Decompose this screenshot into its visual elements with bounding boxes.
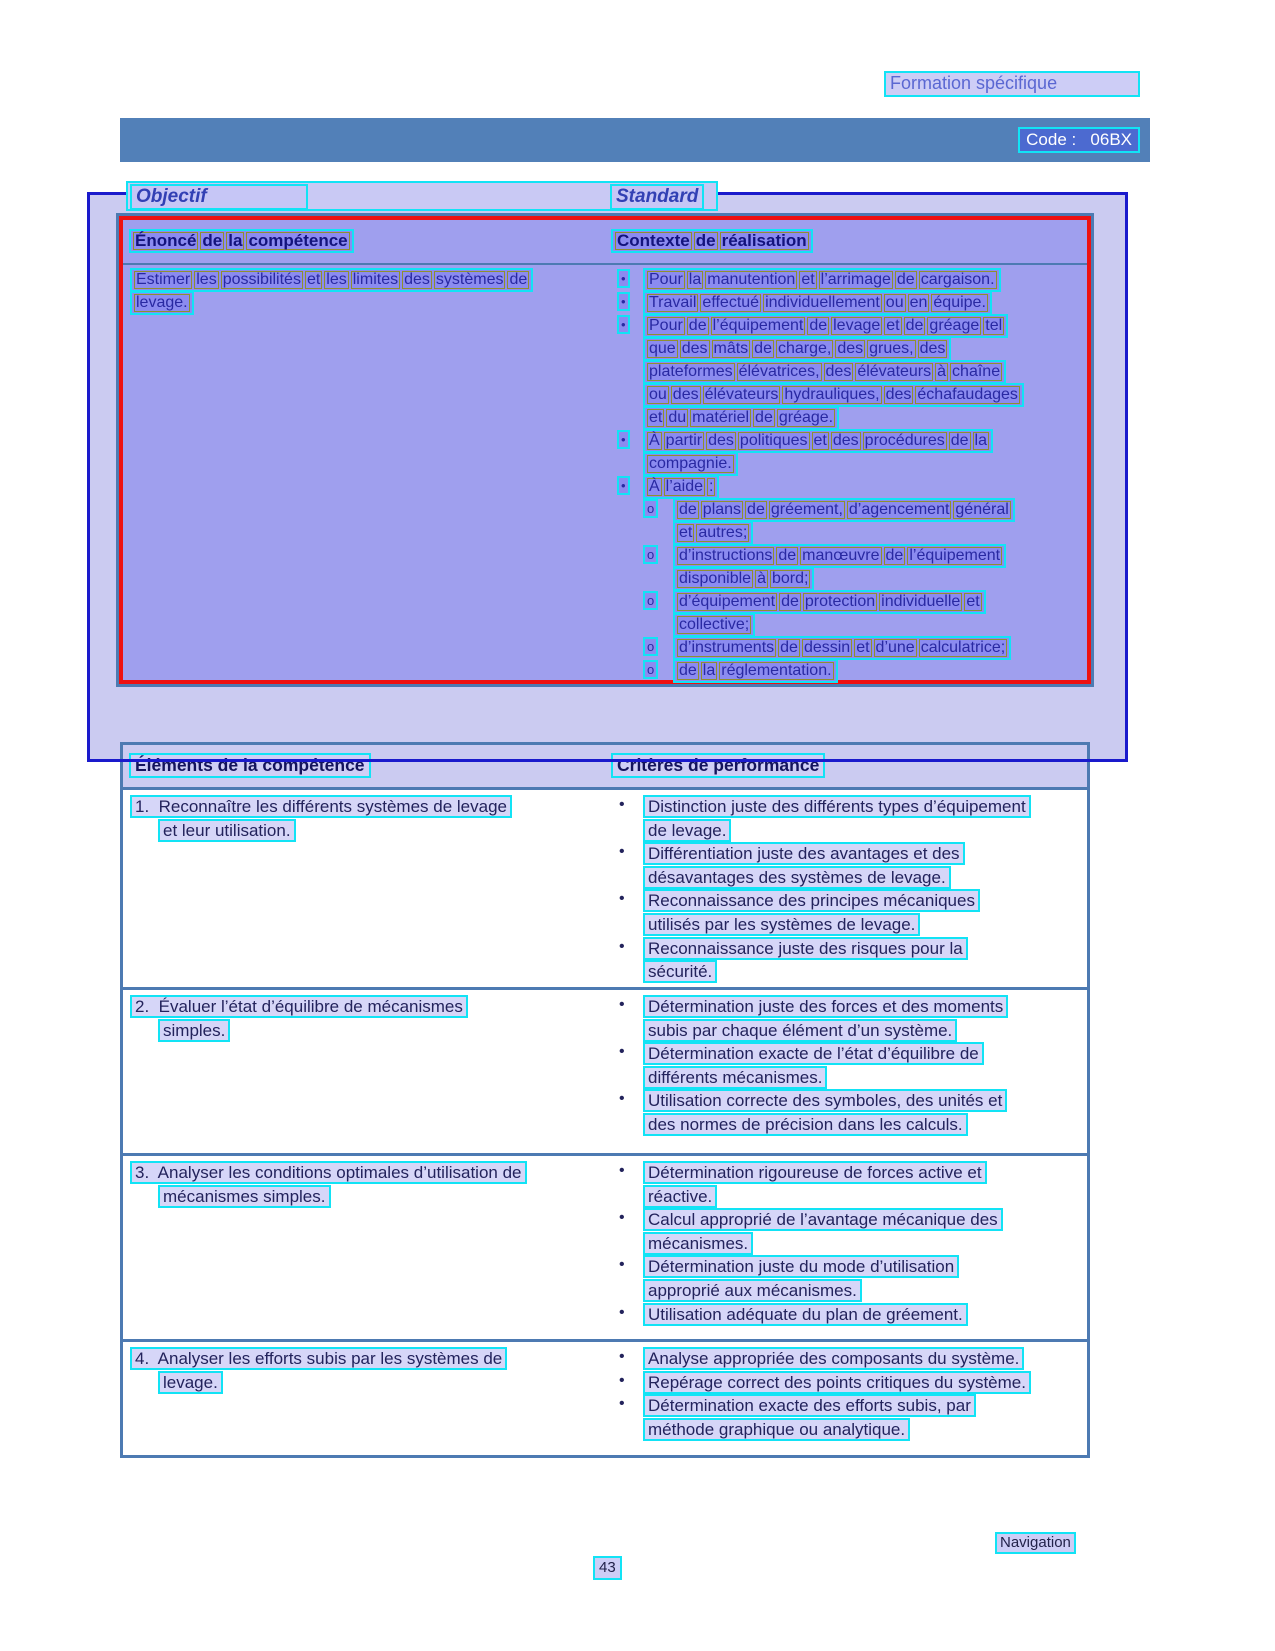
ocr-word-box: élévatrices, [738,363,820,380]
ocr-line [613,544,1084,567]
criteres-cell [613,795,1084,984]
ocr-word-box: et [813,432,827,449]
ocr-word-box: hydrauliques, [784,386,880,403]
ocr-line: méthode graphique ou analytique. [613,1418,1084,1442]
element-cell [128,1347,608,1394]
ocr-line: • Calcul approprié de l’avantage mécanique des [613,1208,1084,1232]
ocr-word-box: gréage. [778,409,834,426]
ocr-word-box: l’équipement [712,317,804,334]
bullet-icon: • [619,996,625,1013]
competence-table-outline [116,213,1094,687]
ocr-word-box: individuellement [765,294,880,311]
elements-table [120,742,1090,1458]
criteres-cell [613,995,1084,1137]
ocr-word-box: des [672,386,699,403]
ocr-word-box: manutention [707,271,796,288]
title-banner [120,118,1150,162]
ocr-line [613,452,1084,475]
ocr-word-box: grues, [869,340,914,357]
bullet-icon: • [617,315,630,334]
bullet-icon: • [619,1348,625,1365]
ocr-word-box: effectué [702,294,760,311]
ocr-word-box: et [801,271,815,288]
ocr-word-box: réglementation. [721,662,832,679]
ocr-word-box: compétence [248,231,348,250]
ocr-word-box: de [754,340,772,357]
ocr-word-box: matériel [692,409,750,426]
element-cell [128,1161,608,1208]
ocr-word-box: des [681,340,708,357]
competence-table [119,216,1091,684]
ocr-word-box: réalisation [721,231,807,250]
ocr-word-box: manœuvre [802,547,880,564]
competence-table-header [123,220,1087,265]
ocr-line [613,337,1084,360]
ocr-word-box: de [679,662,697,679]
ocr-line: • Détermination exacte de l’état d’équilibre de [613,1042,1084,1066]
ocr-word-box: disponible [679,570,752,587]
ocr-word-box: et [649,409,663,426]
ocr-word-box: de [778,547,797,564]
ocr-word-box: de [695,231,716,250]
ocr-word-box: élévateurs [857,363,932,380]
ocr-word-box: de [688,317,707,334]
ocr-word-box: de [509,271,528,288]
ocr-word-box: autres; [698,524,748,541]
circle-bullet-icon: o [643,637,658,656]
ocr-word-box: plans [702,501,742,518]
contexte-header [611,229,813,253]
ocr-line [613,613,1084,636]
element-cell [128,795,608,842]
ocr-line [613,383,1084,406]
ocr-word-box: d’une [875,639,915,656]
ocr-word-box: et [886,317,900,334]
ocr-word-box: de [202,231,223,250]
ocr-line [613,268,1084,291]
ocr-line: • Détermination exacte des efforts subis, par [613,1394,1084,1418]
ocr-word-box: d’équipement [679,593,776,610]
criteres-header: Critères de performance [611,753,825,778]
circle-bullet-icon: o [643,499,658,518]
bullet-icon: • [617,292,630,311]
enonce-header [129,229,354,253]
ocr-word-box: du [668,409,687,426]
ocr-line [128,291,608,314]
ocr-word-box: et [306,271,321,288]
ocr-word-box: et [856,639,870,656]
ocr-word-box: tel [985,317,1003,334]
ocr-word-box: Pour [649,317,683,334]
ocr-word-box: dessin [803,639,851,656]
ocr-line [613,360,1084,383]
ocr-line: • Analyse appropriée des composants du système. [613,1347,1084,1371]
ocr-word-box: de [781,593,799,610]
ocr-word-box: et [679,524,693,541]
circle-bullet-icon: o [643,591,658,610]
bullet-icon: • [619,796,625,813]
bullet-icon: • [619,890,625,908]
ocr-word-box: Travail [649,294,697,311]
ocr-word-box: Estimer [136,271,191,288]
ocr-word-box: compagnie. [649,455,732,472]
ocr-line: levage. [128,1371,608,1395]
bullet-icon: • [619,1043,625,1061]
ocr-line [128,268,608,291]
ocr-word-box: Contexte [617,231,690,250]
ocr-word-box: de [896,271,915,288]
ocr-line: 3. Analyser les conditions optimales d’utilisation de [128,1161,608,1185]
ocr-word-box: à [757,570,766,587]
page-number: 43 [593,1556,622,1580]
ocr-word-box: la [974,432,987,449]
ocr-word-box: À [649,432,660,449]
ocr-line: de levage. [613,819,1084,843]
ocr-word-box: partir [665,432,703,449]
ocr-line: • Reconnaissance des principes mécaniques [613,889,1084,913]
table-row [123,790,1087,987]
bullet-icon: • [617,476,630,495]
ocr-word-box: procédures [864,432,945,449]
ocr-line [613,406,1084,429]
ocr-line [613,429,1084,452]
ocr-line: • Distinction juste des différents types d’équipement [613,795,1084,819]
ocr-word-box: échafaudages [917,386,1018,403]
ocr-line [613,590,1084,613]
ocr-word-box: des [885,386,912,403]
objectif-label: Objectif [130,184,308,210]
bullet-icon: • [617,269,630,288]
ocr-line: subis par chaque élément d’un système. [613,1019,1084,1043]
contexte-cell [613,268,1084,682]
ocr-word-box: et [966,593,980,610]
ocr-word-box: de [950,432,969,449]
ocr-word-box: de [679,501,697,518]
criteres-cell [613,1347,1084,1441]
ocr-line: • Détermination juste des forces et des moments [613,995,1084,1019]
ocr-word-box: bord; [771,570,809,587]
ocr-word-box: levage. [136,294,188,311]
bullet-icon: • [619,1395,625,1413]
bullet-icon: • [617,430,630,449]
ocr-line: • Utilisation correcte des symboles, des unités et [613,1089,1084,1113]
ocr-word-box: Énoncé [135,231,197,250]
ocr-word-box: cargaison. [920,271,995,288]
ocr-word-box: possibilités [222,271,301,288]
circle-bullet-icon: o [643,660,658,679]
ocr-line: • Repérage correct des points critiques du système. [613,1371,1084,1395]
ocr-line [613,314,1084,337]
bullet-icon: • [619,937,625,955]
ocr-word-box: des [919,340,946,357]
ocr-line [613,659,1084,682]
ocr-word-box: protection [804,593,876,610]
ocr-word-box: la [688,271,702,288]
element-cell [128,995,608,1042]
bullet-icon: • [619,1303,625,1321]
ocr-word-box: à [937,363,947,380]
ocr-line: • Utilisation adéquate du plan de gréement. [613,1303,1084,1327]
ocr-word-box: en [909,294,928,311]
ocr-word-box: À [649,478,660,495]
ocr-word-box: de [747,501,765,518]
bullet-icon: • [619,1209,625,1227]
ocr-line: • Différentiation juste des avantages et des [613,842,1084,866]
ocr-word-box: systèmes [435,271,504,288]
ocr-word-box: chaîne [952,363,1001,380]
table-row [123,987,1087,1153]
elements-table-header [123,745,1087,790]
ocr-word-box: plateformes [649,363,733,380]
ocr-word-box: d’instruments [679,639,775,656]
ocr-word-box: d’agencement [848,501,950,518]
elements-header: Éléments de la compétence [129,753,371,778]
ocr-word-box: des [404,271,430,288]
ocr-word-box: levage [833,317,881,334]
ocr-line [613,636,1084,659]
ocr-line: • Reconnaissance juste des risques pour la [613,937,1084,961]
ocr-word-box: ou [885,294,904,311]
ocr-line: • Détermination rigoureuse de forces active et [613,1161,1084,1185]
ocr-line: utilisés par les systèmes de levage. [613,913,1084,937]
footer-navigation-label: Navigation [995,1532,1076,1554]
ocr-word-box: des [837,340,864,357]
ocr-line [613,567,1084,590]
ocr-word-box: mâts [713,340,749,357]
ocr-word-box: gréement, [770,501,843,518]
ocr-line [613,498,1084,521]
bullet-icon: • [619,1371,625,1389]
ocr-word-box: collective; [679,616,750,633]
ocr-word-box: des [825,363,852,380]
ocr-word-box: Pour [649,271,683,288]
ocr-line: et leur utilisation. [128,819,608,843]
ocr-word-box: l’arrimage [820,271,891,288]
ocr-word-box: individuelle [881,593,961,610]
ocr-word-box: gréage [929,317,980,334]
ocr-line: 4. Analyser les efforts subis par les systèmes de [128,1347,608,1371]
table-row [123,1339,1087,1446]
ocr-word-box: politiques [739,432,808,449]
ocr-line: mécanismes. [613,1232,1084,1256]
ocr-line: sécurité. [613,960,1084,984]
ocr-word-box: de [809,317,828,334]
ocr-word-box: les [196,271,217,288]
bullet-icon: • [619,1090,625,1108]
bullet-icon: • [619,1256,625,1274]
ocr-line: des normes de précision dans les calculs. [613,1113,1084,1137]
ocr-word-box: équipe. [933,294,986,311]
ocr-line [613,521,1084,544]
criteres-cell [613,1161,1084,1326]
ocr-word-box: limites [352,271,399,288]
ocr-word-box: la [228,231,243,250]
ocr-line: différents mécanismes. [613,1066,1084,1090]
ocr-word-box: de [885,547,904,564]
ocr-word-box: la [702,662,716,679]
ocr-word-box: de [755,409,773,426]
ocr-line [613,291,1084,314]
bullet-icon: • [619,843,625,861]
ocr-line: mécanismes simples. [128,1185,608,1209]
objectif-standard-heading [126,181,718,211]
ocr-word-box: : [709,478,714,495]
ocr-word-box: de [780,639,798,656]
ocr-word-box: calculatrice; [920,639,1006,656]
code-badge: Code : 06BX [1018,127,1140,153]
ocr-line: réactive. [613,1185,1084,1209]
ocr-word-box: que [649,340,676,357]
standard-label: Standard [610,184,704,210]
ocr-line [613,475,1084,498]
ocr-line: 2. Évaluer l’état d’équilibre de mécanismes [128,995,608,1019]
ocr-word-box: l’aide [665,478,704,495]
ocr-word-box: d’instructions [679,547,773,564]
header-note: Formation spécifique [884,71,1140,97]
ocr-word-box: général [955,501,1009,518]
table-row [123,1153,1087,1339]
ocr-word-box: l’équipement [909,547,1001,564]
bullet-icon: • [619,1162,625,1179]
ocr-word-box: des [832,432,859,449]
ocr-line: simples. [128,1019,608,1043]
ocr-word-box: ou [649,386,667,403]
ocr-word-box: charge, [777,340,832,357]
ocr-line: • Détermination juste du mode d’utilisation [613,1255,1084,1279]
ocr-word-box: les [326,271,347,288]
circle-bullet-icon: o [643,545,658,564]
enonce-cell [128,268,608,314]
ocr-word-box: de [905,317,924,334]
ocr-line: 1. Reconnaître les différents systèmes de levage [128,795,608,819]
ocr-word-box: des [708,432,734,449]
ocr-line: approprié aux mécanismes. [613,1279,1084,1303]
ocr-line: désavantages des systèmes de levage. [613,866,1084,890]
ocr-word-box: élévateurs [704,386,779,403]
